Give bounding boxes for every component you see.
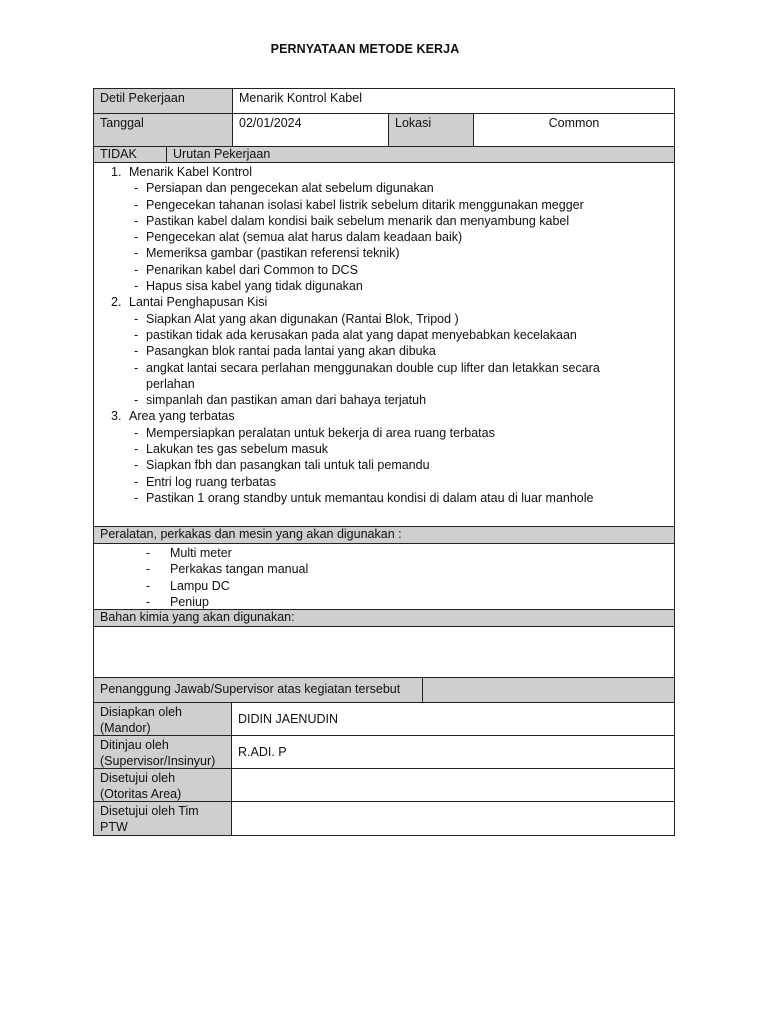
equipment-item-text: Perkakas tangan manual (170, 562, 309, 577)
list-item (94, 245, 626, 261)
list-item (94, 474, 626, 490)
list-item (94, 278, 626, 294)
equipment-item (94, 545, 308, 561)
list-item (94, 441, 626, 457)
dash-bullet: - (134, 474, 139, 489)
list-item-text: Entri log ruang terbatas (146, 474, 276, 489)
equipment-item (94, 561, 308, 577)
reviewed-by-value: R.ADI. P (231, 736, 674, 768)
approved-area-value (231, 769, 674, 801)
location-label: Lokasi (388, 114, 473, 146)
steps-header-row (94, 147, 674, 163)
list-item (94, 392, 626, 408)
location-value: Common (473, 114, 674, 146)
supervisor-value (422, 678, 674, 702)
job-detail-value: Menarik Kontrol Kabel (232, 89, 674, 113)
list-item (94, 490, 626, 506)
dash-bullet: - (134, 425, 139, 440)
dash-bullet: - (134, 230, 139, 245)
list-item (94, 262, 626, 278)
list-item (94, 425, 626, 441)
dash-bullet: - (146, 594, 151, 609)
work-steps-row (94, 163, 674, 527)
work-section-title (94, 164, 626, 180)
section-number: 1. (111, 165, 122, 179)
work-steps-list (94, 163, 626, 526)
equipment-list (94, 544, 308, 609)
section-number: 2. (111, 295, 122, 310)
approved-area-label: Disetujui oleh (Otoritas Area) (94, 769, 231, 801)
document-title: PERNYATAAN METODE KERJA (270, 42, 460, 56)
dash-bullet: - (146, 578, 151, 593)
work-section (94, 294, 626, 408)
dash-bullet: - (134, 393, 139, 408)
list-item (94, 457, 626, 473)
list-item-text: Persiapan dan pengecekan alat sebelum digunakan (146, 181, 434, 196)
supervisor-label: Penanggung Jawab/Supervisor atas kegiatan tersebut (100, 682, 401, 696)
dash-bullet: - (134, 262, 139, 277)
list-item-text: Siapkan Alat yang akan digunakan (Rantai Blok, Tripod ) (146, 311, 459, 326)
equipment-label: Peralatan, perkakas dan mesin yang akan digunakan : (100, 527, 402, 541)
job-detail-label: Detil Pekerjaan (94, 89, 232, 113)
sequence-column-header: Urutan Pekerjaan (166, 147, 674, 162)
dash-bullet: - (134, 344, 139, 359)
list-item (94, 360, 626, 393)
list-item (94, 213, 626, 229)
work-section-title (94, 294, 626, 310)
date-row (94, 114, 674, 147)
no-column-header: TIDAK (100, 147, 137, 161)
method-statement-form (93, 88, 675, 836)
equipment-item-text: Multi meter (170, 546, 232, 560)
list-item-text: Pasangkan blok rantai pada lantai yang akan dibuka (146, 344, 436, 359)
list-item (94, 343, 626, 359)
equipment-header-row (94, 527, 674, 544)
supervisor-header-row (94, 678, 674, 703)
dash-bullet: - (134, 360, 139, 375)
section-title-text: Area yang terbatas (129, 409, 235, 424)
chemicals-header-row (94, 610, 674, 627)
list-item-text: Pengecekan alat (semua alat harus dalam keadaan baik) (146, 230, 463, 245)
dash-bullet: - (134, 442, 139, 457)
approved-ptw-value (231, 802, 674, 835)
equipment-item (94, 594, 308, 610)
prepared-by-label: Disiapkan oleh (Mandor) (94, 703, 231, 735)
signoff-approved-area-row (94, 769, 674, 802)
list-item (94, 197, 626, 213)
dash-bullet: - (134, 213, 139, 228)
dash-bullet: - (134, 490, 139, 505)
chemicals-label: Bahan kimia yang akan digunakan: (100, 610, 295, 624)
list-item (94, 180, 626, 196)
section-title-text: Menarik Kabel Kontrol (129, 165, 252, 179)
list-item (94, 327, 626, 343)
list-item-text: Penarikan kabel dari Common to DCS (146, 262, 358, 277)
list-item-text: Mempersiapkan peralatan untuk bekerja di area ruang terbatas (146, 425, 495, 440)
equipment-item-text: Peniup (170, 594, 209, 609)
list-item-text: pastikan tidak ada kerusakan pada alat yang dapat menyebabkan kecelakaan (146, 327, 577, 342)
list-item-text: Siapkan fbh dan pasangkan tali untuk tali pemandu (146, 458, 430, 473)
signoff-reviewed-row (94, 736, 674, 769)
work-section (94, 164, 626, 294)
dash-bullet: - (146, 562, 151, 577)
prepared-by-value: DIDIN JAENUDIN (231, 703, 674, 735)
list-item (94, 311, 626, 327)
list-item (94, 229, 626, 245)
list-item-text: Pastikan kabel dalam kondisi baik sebelum menarik dan menyambung kabel (146, 213, 570, 228)
equipment-row (94, 544, 674, 610)
reviewed-by-label: Ditinjau oleh (Supervisor/Insinyur) (94, 736, 231, 768)
section-number: 3. (111, 409, 122, 424)
dash-bullet: - (134, 197, 139, 212)
dash-bullet: - (134, 311, 139, 326)
equipment-item-text: Lampu DC (170, 578, 230, 593)
date-value: 02/01/2024 (232, 114, 388, 146)
dash-bullet: - (134, 279, 139, 294)
list-item-text: angkat lantai secara perlahan menggunakan double cup lifter dan letakkan secara perlahan (146, 360, 600, 391)
equipment-item (94, 578, 308, 594)
list-item-text: Memeriksa gambar (pastikan referensi teknik) (146, 246, 400, 261)
approved-ptw-label: Disetujui oleh Tim PTW (94, 802, 231, 835)
chemicals-value (94, 627, 674, 677)
list-item-text: simpanlah dan pastikan aman dari bahaya terjatuh (146, 393, 427, 408)
work-section-title (94, 408, 626, 424)
signoff-prepared-row (94, 703, 674, 736)
list-item-text: Pengecekan tahanan isolasi kabel listrik sebelum ditarik menggunakan megger (146, 197, 584, 212)
job-detail-row (94, 89, 674, 114)
section-title-text: Lantai Penghapusan Kisi (129, 295, 268, 310)
list-item-text: Pastikan 1 orang standby untuk memantau kondisi di dalam atau di luar manhole (146, 490, 594, 505)
work-section (94, 408, 626, 506)
signoff-approved-ptw-row (94, 802, 674, 835)
dash-bullet: - (146, 546, 151, 560)
dash-bullet: - (134, 246, 139, 261)
list-item-text: Lakukan tes gas sebelum masuk (146, 442, 329, 457)
list-item-text: Hapus sisa kabel yang tidak digunakan (146, 279, 363, 294)
chemicals-row (94, 627, 674, 678)
dash-bullet: - (134, 327, 139, 342)
date-label: Tanggal (94, 114, 232, 146)
dash-bullet: - (134, 181, 139, 196)
dash-bullet: - (134, 458, 139, 473)
